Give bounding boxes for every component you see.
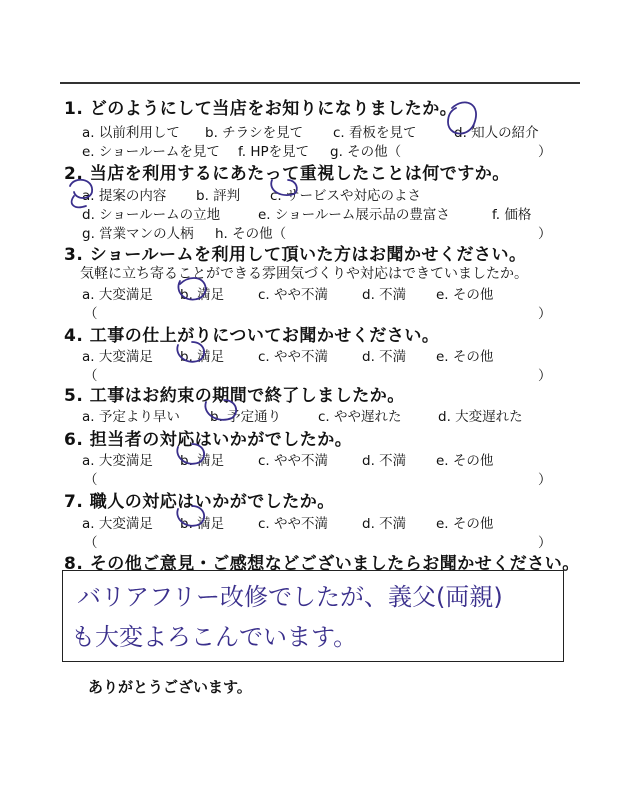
q4-paren-close: ）: [538, 368, 552, 384]
q6-paren-open: （: [84, 472, 98, 488]
q1-paren-close: ）: [538, 144, 552, 160]
q1-option-e[interactable]: e. ショールームを見て: [82, 144, 220, 160]
q2-option-h[interactable]: h. その他（: [215, 226, 287, 242]
q4-option-a[interactable]: a. 大変満足: [82, 349, 153, 365]
q1-option-b[interactable]: b. チラシを見て: [205, 125, 304, 141]
q5-option-c[interactable]: c. やや遅れた: [318, 409, 402, 425]
question-2: 2. 当店を利用するにあたって重視したことは何ですか。: [64, 164, 510, 184]
q1-option-c[interactable]: c. 看板を見て: [333, 125, 417, 141]
q6-option-c[interactable]: c. やや不満: [258, 453, 329, 469]
q6-option-a[interactable]: a. 大変満足: [82, 453, 153, 469]
question-4: 4. 工事の仕上がりについてお聞かせください。: [64, 326, 440, 346]
q7-option-c[interactable]: c. やや不満: [258, 516, 329, 532]
q1-option-d[interactable]: d. 知人の紹介: [454, 125, 539, 141]
q2-c-circle: [271, 180, 297, 195]
question-3: 3. ショールームを利用して頂いた方はお聞かせください。: [64, 245, 527, 265]
q3-b-circle: [178, 278, 205, 300]
q2-option-a[interactable]: a. 提案の内容: [82, 188, 167, 204]
q3-option-a[interactable]: a. 大変満足: [82, 287, 153, 303]
q2-option-g[interactable]: g. 営業マンの人柄: [82, 226, 194, 242]
question-3-subtext: 気軽に立ち寄ることができる雰囲気づくりや対応はできていましたか。: [80, 266, 528, 282]
q2-a-circle: [70, 180, 92, 198]
q5-option-a[interactable]: a. 予定より早い: [82, 409, 180, 425]
q2-paren-close: ）: [538, 226, 552, 242]
q4-option-d[interactable]: d. 不満: [362, 349, 407, 365]
q6-option-b[interactable]: b. 満足: [180, 453, 225, 469]
q3-paren-open: （: [84, 306, 98, 322]
q3-option-b[interactable]: b. 満足: [180, 287, 225, 303]
q4-option-c[interactable]: c. やや不満: [258, 349, 329, 365]
q7-paren-close: ）: [538, 535, 552, 551]
question-7: 7. 職人の対応はいかがでしたか。: [64, 492, 335, 512]
question-6: 6. 担当者の対応はいかがでしたか。: [64, 430, 353, 450]
q2-option-e[interactable]: e. ショールーム展示品の豊富さ: [258, 207, 450, 223]
q4-option-e[interactable]: e. その他: [436, 349, 494, 365]
q3-option-d[interactable]: d. 不満: [362, 287, 407, 303]
question-8: 8. その他ご意見・ご感想などございましたらお聞かせください。: [64, 554, 580, 574]
q3-option-c[interactable]: c. やや不満: [258, 287, 329, 303]
q7-b-circle: [177, 506, 204, 526]
q4-b-circle: [177, 342, 204, 362]
q5-b-circle: [205, 400, 236, 420]
q4-paren-open: （: [84, 368, 98, 384]
q6-paren-close: ）: [538, 472, 552, 488]
q7-paren-open: （: [84, 535, 98, 551]
thank-you-text: ありがとうございます。: [88, 678, 252, 696]
q7-option-e[interactable]: e. その他: [436, 516, 494, 532]
q2-option-d[interactable]: d. ショールームの立地: [82, 207, 221, 223]
comment-line-2: も大変よろこんでいます。: [71, 623, 358, 651]
q7-option-d[interactable]: d. 不満: [362, 516, 407, 532]
q7-option-b[interactable]: b. 満足: [180, 516, 225, 532]
q5-option-d[interactable]: d. 大変遅れた: [438, 409, 523, 425]
q6-b-circle: [177, 444, 204, 464]
q1-option-a[interactable]: a. 以前利用して: [82, 125, 180, 141]
q3-option-e[interactable]: e. その他: [436, 287, 494, 303]
q4-option-b[interactable]: b. 満足: [180, 349, 225, 365]
q1-d-circle: [448, 102, 476, 133]
q6-option-d[interactable]: d. 不満: [362, 453, 407, 469]
question-1: 1. どのようにして当店をお知りになりましたか。: [64, 99, 458, 119]
q2-option-c[interactable]: c. サービスや対応のよさ: [270, 188, 422, 204]
q1-option-f[interactable]: f. HPを見て: [238, 144, 310, 160]
q6-option-e[interactable]: e. その他: [436, 453, 494, 469]
q2-option-b[interactable]: b. 評判: [196, 188, 241, 204]
q7-option-a[interactable]: a. 大変満足: [82, 516, 153, 532]
question-5: 5. 工事はお約束の期間で終了しましたか。: [64, 386, 405, 406]
q2-option-f[interactable]: f. 価格: [492, 207, 532, 223]
comment-line-1: バリアフリー改修でしたが、義父(両親): [77, 583, 503, 611]
q5-option-b[interactable]: b. 予定通り: [210, 409, 282, 425]
q3-paren-close: ）: [538, 306, 552, 322]
q1-option-g[interactable]: g. その他（: [330, 144, 402, 160]
